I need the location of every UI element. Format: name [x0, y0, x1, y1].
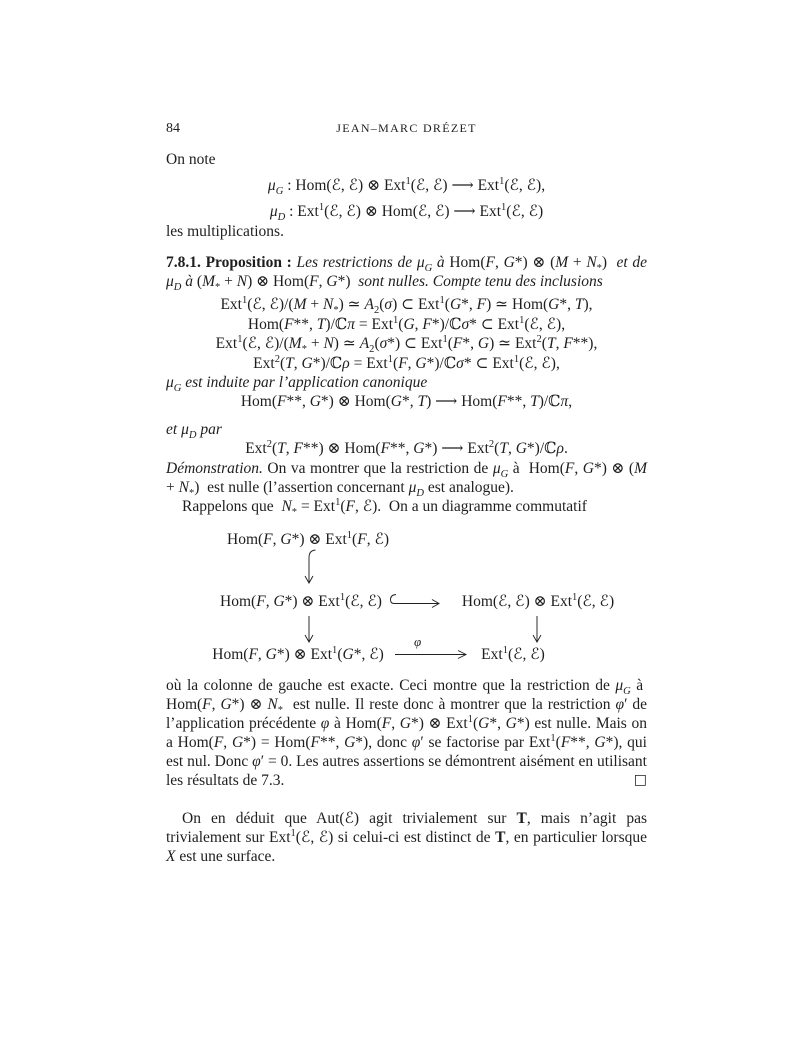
equation-canonical-map: Hom(F**, G*) ⊗ Hom(G*, T) ⟶ Hom(F**, T)/ℂπ, — [240, 393, 573, 410]
proposition-body: Les restrictions de $\mu_G$ à Hom(F, G*) ⊗ $(M + N_*)$ et de $\mu_D$ à $(M_* + N)$ ⊗ Hom(F, G*) sont nulles. Compte tenu des inclusions — [166, 254, 648, 294]
commutative-diagram — [166, 526, 647, 676]
proof-paragraph-3-text: où la colonne de gauche est exacte. Ceci montre que la restriction de $\mu_G$ à Hom(F, G*) ⊗ $N_*$ est nulle. Il reste donc à montrer que la restriction φ′ de l’application précédente φ à Hom(F, G*) ⊗ Ext$^1$(G*, G*) est nulle. Mais on a Hom(F, G*) = Hom(F**, G*), donc φ′ se factorise par Ext$^1$(F**, G*), qui est nul. Donc φ′ = 0. Les autres assertions se démontrent aisément en utilisant les résultats de 7.3. — [166, 677, 648, 789]
inclusions-block — [166, 295, 647, 373]
equation-mu-g: $\mu_G$ : Hom(ℰ, ℰ) ⊗ Ext$^1$(ℰ, ℰ) ⟶ Ext$^1$(ℰ, ℰ), — [267, 175, 546, 198]
inclusion-line-3: Ext$^1$(ℰ, $ℰ)/(M_* + N)$ ≃ $A_2(\sigma*)$ ⊂ Ext$^1$(F*, G) ≃ Ext$^2$(T, F**), — [215, 333, 598, 356]
diagram-node-top: Hom(F, G*) ⊗ Ext$^1$(F, ℰ) — [227, 529, 389, 548]
closing-paragraph: On en déduit que Aut(ℰ) agit trivialement sur T, mais n’agit pas trivialement sur Ext$^1$(ℰ, ℰ) si celui-ci est distinct de T, en particulier lorsque X est une surface. — [166, 810, 648, 866]
qed-square: □ — [633, 771, 647, 788]
equation-mu-d-map: Ext$^2$(T, F**) ⊗ Hom(F**, G*) ⟶ Ext$^2$(T, G*)/ℂρ. — [245, 438, 568, 457]
proof-paragraph-2: Rappelons que $N_* = Ext^1(F$, ℰ). On a un diagramme commutatif — [182, 496, 587, 519]
proof-paragraph-3 — [166, 677, 647, 790]
hook-right-arrow — [391, 595, 439, 604]
page-number: 84 — [166, 121, 180, 136]
diagram-node-mid-right: Hom(ℰ, ℰ) ⊗ Ext$^1$(ℰ, ℰ) — [461, 591, 615, 610]
proposition-cont-mu-d: et $\mu_D$ par — [166, 420, 222, 441]
proof-paragraph-1: Démonstration. On va montrer que la restriction de $\mu_G$ à Hom(F, G*) ⊗ $(M + N_*)$ est nulle (l’assertion concernant $\mu_D$ est analogue). — [166, 460, 648, 500]
diagram-arrows — [166, 526, 647, 676]
intro-tail: les multiplications. — [166, 223, 284, 240]
intro-lead: On note — [166, 151, 216, 168]
inclusion-line-1: Ext$^1$(ℰ, ℰ)/(M + $N_*$) ≃ $A_2(\sigma)$ ⊂ Ext$^1$(G*, F) ≃ Hom(G*, T), — [220, 294, 593, 317]
diagram-phi-label: φ — [414, 634, 422, 649]
running-title: JEAN–MARC DRÉZET — [336, 121, 477, 135]
inclusion-line-4: Ext$^2$(T, G*)/ℂρ = Ext$^1$(F, G*)/ℂσ* ⊂ Ext$^1$(ℰ, ℰ), — [253, 353, 560, 372]
diagram-node-mid-left: Hom(F, G*) ⊗ Ext$^1$(ℰ, ℰ) — [220, 591, 382, 610]
equation-mu-d: $\mu_D$ : Ext$^1$(ℰ, ℰ) ⊗ Hom(ℰ, ℰ) ⟶ Ext$^1$(ℰ, ℰ) — [269, 201, 544, 224]
running-head — [166, 121, 647, 137]
proposition-statement — [166, 253, 648, 294]
diagram-node-bottom-right: Ext$^1$(ℰ, ℰ) — [481, 644, 545, 663]
proposition-heading: 7.8.1. Proposition : — [166, 254, 292, 271]
inclusion-line-2: Hom(F**, T)/ℂπ = Ext$^1$(G, F*)/ℂσ* ⊂ Ext$^1$(ℰ, ℰ), — [247, 314, 566, 333]
proposition-cont-mu-g: $\mu_G$ est induite par l’application canonique — [166, 374, 428, 395]
diagram-node-bottom-left: Hom(F, G*) ⊗ Ext$^1$(G*, ℰ) — [212, 644, 384, 663]
paper-page — [166, 121, 647, 866]
